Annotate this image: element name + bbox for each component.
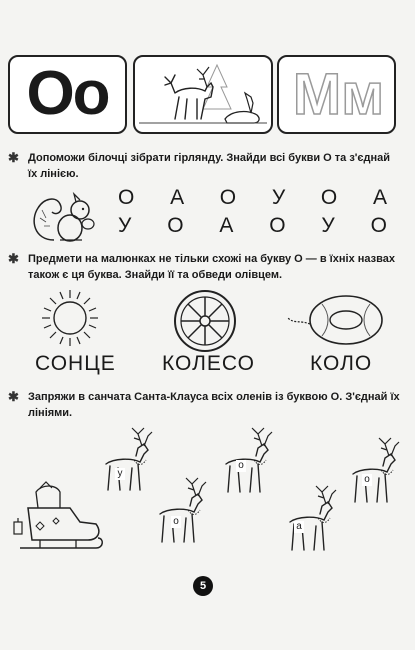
- reindeer-tag: о: [362, 474, 372, 486]
- garland-letter[interactable]: У: [321, 214, 336, 237]
- garland-letter[interactable]: О: [219, 186, 238, 209]
- letter-card: [8, 55, 127, 134]
- task-1-text: Допоможи білочці зібрати гірлянду. Знайди всі букви О та з'єднай їх лінією.: [28, 152, 390, 180]
- reindeer-tag: а: [294, 521, 304, 533]
- page-number: 5: [193, 576, 213, 596]
- deer-illustration: [135, 57, 271, 132]
- garland-letter[interactable]: О: [370, 214, 388, 237]
- swim-ring-icon: [286, 290, 386, 350]
- reindeer-2[interactable]: [152, 470, 207, 555]
- star-icon: ✱: [8, 389, 19, 404]
- star-icon: ✱: [8, 251, 19, 266]
- garland-letter[interactable]: О: [118, 186, 136, 209]
- task-3-text: Запряжи в санчата Санта-Клауса всіх оленів із буквою О. З'єднай їх лініями.: [28, 391, 400, 419]
- reindeer-tag: о: [171, 516, 181, 528]
- star-icon: ✱: [8, 150, 19, 165]
- santa-sleigh-illustration: [10, 478, 105, 558]
- garland-letter[interactable]: А: [372, 186, 388, 209]
- outline-letters: Мм: [292, 62, 385, 127]
- task-1: [8, 150, 400, 182]
- garland-letter[interactable]: А: [170, 186, 186, 209]
- reindeer-4[interactable]: [282, 478, 337, 563]
- word-circle[interactable]: КОЛО: [310, 352, 373, 375]
- garland-letter[interactable]: А: [219, 214, 235, 237]
- garland-letter[interactable]: О: [269, 214, 287, 237]
- task-2: [8, 251, 400, 283]
- word-wheel[interactable]: КОЛЕСО: [162, 352, 255, 375]
- word-sun[interactable]: СОНЦЕ: [35, 352, 116, 375]
- garland-letter[interactable]: У: [118, 214, 133, 237]
- outline-letter-card: [277, 55, 396, 134]
- garland-letter[interactable]: У: [271, 186, 287, 209]
- reindeer-tag: о: [236, 460, 246, 472]
- deer-picture-card: [133, 55, 273, 134]
- garland-row-1: [118, 187, 388, 209]
- reindeer-5[interactable]: [345, 430, 400, 515]
- wheel-icon: [172, 288, 238, 354]
- garland-row-2: [118, 215, 388, 237]
- task-2-text: Предмети на малюнках не тільки схожі на букву О — в їхніх назвах також є ця буква. Знайди її та обведи олівцем.: [28, 253, 395, 281]
- squirrel-illustration: [30, 190, 100, 245]
- garland-letter[interactable]: О: [167, 214, 185, 237]
- reindeer-tag: у: [115, 468, 125, 480]
- letter-title: Оо: [26, 59, 109, 128]
- sun-icon: [40, 288, 100, 348]
- task-3: [8, 389, 400, 421]
- reindeer-1[interactable]: [98, 424, 153, 504]
- garland-letter[interactable]: О: [320, 186, 339, 209]
